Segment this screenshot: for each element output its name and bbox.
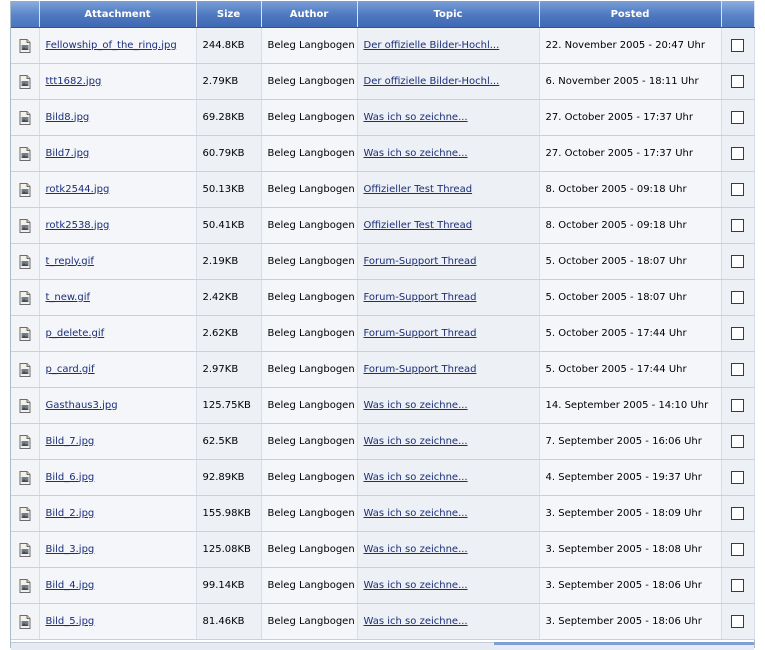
size-cell: 2.19KB: [196, 244, 261, 280]
header-attachment[interactable]: Attachment: [39, 1, 196, 28]
row-checkbox[interactable]: [731, 183, 744, 196]
attachment-cell: [39, 136, 196, 172]
table-row: [11, 604, 754, 640]
attachment-cell: [39, 208, 196, 244]
attachment-file-icon: [19, 255, 31, 269]
table-row: [11, 496, 754, 532]
size-cell: 2.79KB: [196, 64, 261, 100]
posted-cell: 6. November 2005 - 18:11 Uhr: [539, 64, 721, 100]
select-cell: [721, 244, 754, 280]
select-cell: [721, 388, 754, 424]
posted-cell: 3. September 2005 - 18:06 Uhr: [539, 568, 721, 604]
topic-link[interactable]: Forum-Support Thread: [363, 255, 477, 267]
topic-cell: [357, 532, 539, 568]
topic-cell: [357, 136, 539, 172]
attachment-file-icon: [19, 471, 31, 485]
size-cell: 125.08KB: [196, 532, 261, 568]
author-cell: Beleg Langbogen: [261, 604, 357, 640]
select-cell: [721, 424, 754, 460]
topic-link[interactable]: Was ich so zeichne...: [363, 471, 468, 483]
attachment-file-icon: [19, 543, 31, 557]
row-icon-cell: [11, 208, 39, 244]
table-row: [11, 136, 754, 172]
size-cell: 50.13KB: [196, 172, 261, 208]
size-cell: 50.41KB: [196, 208, 261, 244]
table-row: [11, 244, 754, 280]
row-checkbox[interactable]: [731, 39, 744, 52]
select-cell: [721, 208, 754, 244]
table-row: [11, 172, 754, 208]
select-cell: [721, 532, 754, 568]
table-row: [11, 352, 754, 388]
attachment-link[interactable]: Bild_5.jpg: [45, 615, 95, 627]
table-row: [11, 388, 754, 424]
attachment-link[interactable]: rotk2538.jpg: [45, 219, 110, 231]
attachment-link[interactable]: Bild8.jpg: [45, 111, 90, 123]
topic-link[interactable]: Was ich so zeichne...: [363, 579, 468, 591]
posted-cell: 27. October 2005 - 17:37 Uhr: [539, 136, 721, 172]
size-cell: 244.8KB: [196, 28, 261, 64]
row-icon-cell: [11, 100, 39, 136]
table-row: [11, 28, 754, 64]
attachment-cell: [39, 568, 196, 604]
posted-cell: 3. September 2005 - 18:09 Uhr: [539, 496, 721, 532]
row-checkbox[interactable]: [731, 471, 744, 484]
topic-link[interactable]: Forum-Support Thread: [363, 327, 477, 339]
topic-cell: [357, 100, 539, 136]
select-cell: [721, 64, 754, 100]
select-cell: [721, 172, 754, 208]
topic-cell: [357, 280, 539, 316]
table-row: [11, 280, 754, 316]
table-row: [11, 64, 754, 100]
posted-cell: 3. September 2005 - 18:06 Uhr: [539, 604, 721, 640]
attachment-file-icon: [19, 363, 31, 377]
posted-cell: 8. October 2005 - 09:18 Uhr: [539, 172, 721, 208]
row-checkbox[interactable]: [731, 579, 744, 592]
row-checkbox[interactable]: [731, 327, 744, 340]
topic-link[interactable]: Was ich so zeichne...: [363, 399, 468, 411]
attachment-cell: [39, 532, 196, 568]
topic-link[interactable]: Was ich so zeichne...: [363, 507, 468, 519]
author-cell: Beleg Langbogen: [261, 136, 357, 172]
author-cell: Beleg Langbogen: [261, 100, 357, 136]
row-icon-cell: [11, 424, 39, 460]
select-cell: [721, 136, 754, 172]
posted-cell: 5. October 2005 - 17:44 Uhr: [539, 352, 721, 388]
topic-cell: [357, 244, 539, 280]
author-cell: Beleg Langbogen: [261, 244, 357, 280]
select-cell: [721, 460, 754, 496]
topic-link[interactable]: Was ich so zeichne...: [363, 543, 468, 555]
table-header-row: [11, 1, 754, 28]
attachment-link[interactable]: Bild_3.jpg: [45, 543, 95, 555]
attachment-cell: [39, 64, 196, 100]
attachment-link[interactable]: p_delete.gif: [45, 327, 105, 339]
topic-link[interactable]: Was ich so zeichne...: [363, 111, 468, 123]
attachment-file-icon: [19, 219, 31, 233]
posted-cell: 14. September 2005 - 14:10 Uhr: [539, 388, 721, 424]
row-icon-cell: [11, 280, 39, 316]
table-footer-bar: [11, 642, 754, 650]
table-row: [11, 532, 754, 568]
select-cell: [721, 568, 754, 604]
row-checkbox[interactable]: [731, 75, 744, 88]
attachment-link[interactable]: Bild_4.jpg: [45, 579, 95, 591]
attachment-file-icon: [19, 399, 31, 413]
topic-cell: [357, 424, 539, 460]
size-cell: 99.14KB: [196, 568, 261, 604]
author-cell: Beleg Langbogen: [261, 424, 357, 460]
attachment-link[interactable]: Fellowship_of_the_ring.jpg: [45, 39, 177, 51]
attachment-file-icon: [19, 615, 31, 629]
attachment-cell: [39, 424, 196, 460]
row-checkbox[interactable]: [731, 399, 744, 412]
row-checkbox[interactable]: [731, 147, 744, 160]
author-cell: Beleg Langbogen: [261, 316, 357, 352]
posted-cell: 27. October 2005 - 17:37 Uhr: [539, 100, 721, 136]
row-icon-cell: [11, 460, 39, 496]
attachment-file-icon: [19, 183, 31, 197]
posted-cell: 5. October 2005 - 18:07 Uhr: [539, 244, 721, 280]
attachment-file-icon: [19, 435, 31, 449]
attachment-cell: [39, 280, 196, 316]
size-cell: 2.62KB: [196, 316, 261, 352]
row-checkbox[interactable]: [731, 255, 744, 268]
row-icon-cell: [11, 604, 39, 640]
size-cell: 81.46KB: [196, 604, 261, 640]
topic-cell: [357, 316, 539, 352]
attachment-link[interactable]: ttt1682.jpg: [45, 75, 102, 87]
row-icon-cell: [11, 496, 39, 532]
select-cell: [721, 280, 754, 316]
row-checkbox[interactable]: [731, 615, 744, 628]
size-cell: 125.75KB: [196, 388, 261, 424]
author-cell: Beleg Langbogen: [261, 388, 357, 424]
attachment-file-icon: [19, 579, 31, 593]
attachment-cell: [39, 352, 196, 388]
topic-cell: [357, 568, 539, 604]
row-icon-cell: [11, 28, 39, 64]
footer-accent: [494, 642, 754, 645]
topic-link[interactable]: Der offizielle Bilder-Hochl...: [363, 75, 500, 87]
row-icon-cell: [11, 352, 39, 388]
author-cell: Beleg Langbogen: [261, 280, 357, 316]
topic-link[interactable]: Was ich so zeichne...: [363, 435, 468, 447]
attachments-table: [11, 1, 755, 640]
attachments-table-frame: [10, 1, 755, 648]
attachment-cell: [39, 460, 196, 496]
attachment-file-icon: [19, 147, 31, 161]
attachment-link[interactable]: t_new.gif: [45, 291, 90, 303]
attachment-cell: [39, 604, 196, 640]
author-cell: Beleg Langbogen: [261, 352, 357, 388]
topic-cell: [357, 604, 539, 640]
attachment-link[interactable]: Gasthaus3.jpg: [45, 399, 118, 411]
author-cell: Beleg Langbogen: [261, 28, 357, 64]
table-row: [11, 208, 754, 244]
row-icon-cell: [11, 316, 39, 352]
row-checkbox[interactable]: [731, 363, 744, 376]
topic-cell: [357, 28, 539, 64]
table-row: [11, 100, 754, 136]
posted-cell: 22. November 2005 - 20:47 Uhr: [539, 28, 721, 64]
row-checkbox[interactable]: [731, 111, 744, 124]
table-row: [11, 568, 754, 604]
topic-link[interactable]: Der offizielle Bilder-Hochl...: [363, 39, 500, 51]
table-row: [11, 424, 754, 460]
row-icon-cell: [11, 388, 39, 424]
attachment-link[interactable]: Bild_2.jpg: [45, 507, 95, 519]
topic-cell: [357, 460, 539, 496]
size-cell: 69.28KB: [196, 100, 261, 136]
topic-link[interactable]: Offizieller Test Thread: [363, 183, 473, 195]
attachment-cell: [39, 316, 196, 352]
attachment-cell: [39, 172, 196, 208]
header-author[interactable]: Author: [261, 1, 357, 28]
table-row: [11, 316, 754, 352]
row-icon-cell: [11, 172, 39, 208]
row-icon-cell: [11, 532, 39, 568]
author-cell: Beleg Langbogen: [261, 172, 357, 208]
topic-link[interactable]: Forum-Support Thread: [363, 363, 477, 375]
select-cell: [721, 28, 754, 64]
row-checkbox[interactable]: [731, 543, 744, 556]
author-cell: Beleg Langbogen: [261, 496, 357, 532]
topic-cell: [357, 352, 539, 388]
attachment-link[interactable]: Bild_6.jpg: [45, 471, 95, 483]
attachment-file-icon: [19, 111, 31, 125]
posted-cell: 7. September 2005 - 16:06 Uhr: [539, 424, 721, 460]
attachment-file-icon: [19, 291, 31, 305]
posted-cell: 8. October 2005 - 09:18 Uhr: [539, 208, 721, 244]
table-row: [11, 460, 754, 496]
row-checkbox[interactable]: [731, 507, 744, 520]
topic-link[interactable]: Offizieller Test Thread: [363, 219, 473, 231]
select-cell: [721, 496, 754, 532]
author-cell: Beleg Langbogen: [261, 64, 357, 100]
size-cell: 2.42KB: [196, 280, 261, 316]
attachment-file-icon: [19, 327, 31, 341]
attachment-link[interactable]: t_reply.gif: [45, 255, 94, 267]
topic-cell: [357, 388, 539, 424]
size-cell: 92.89KB: [196, 460, 261, 496]
header-size[interactable]: Size: [196, 1, 261, 28]
size-cell: 60.79KB: [196, 136, 261, 172]
size-cell: 62.5KB: [196, 424, 261, 460]
attachment-cell: [39, 388, 196, 424]
header-icon-cell: [11, 1, 39, 28]
row-checkbox[interactable]: [731, 219, 744, 232]
topic-link[interactable]: Was ich so zeichne...: [363, 147, 468, 159]
author-cell: Beleg Langbogen: [261, 532, 357, 568]
attachment-link[interactable]: p_card.gif: [45, 363, 95, 375]
attachment-cell: [39, 100, 196, 136]
attachment-file-icon: [19, 507, 31, 521]
author-cell: Beleg Langbogen: [261, 460, 357, 496]
header-select-cell: [721, 1, 754, 28]
topic-cell: [357, 496, 539, 532]
select-cell: [721, 604, 754, 640]
topic-link[interactable]: Was ich so zeichne...: [363, 615, 468, 627]
select-cell: [721, 100, 754, 136]
topic-cell: [357, 64, 539, 100]
posted-cell: 3. September 2005 - 18:08 Uhr: [539, 532, 721, 568]
posted-cell: 4. September 2005 - 19:37 Uhr: [539, 460, 721, 496]
topic-link[interactable]: Forum-Support Thread: [363, 291, 477, 303]
author-cell: Beleg Langbogen: [261, 208, 357, 244]
size-cell: 155.98KB: [196, 496, 261, 532]
posted-cell: 5. October 2005 - 18:07 Uhr: [539, 280, 721, 316]
row-checkbox[interactable]: [731, 435, 744, 448]
row-icon-cell: [11, 64, 39, 100]
size-cell: 2.97KB: [196, 352, 261, 388]
row-checkbox[interactable]: [731, 291, 744, 304]
topic-cell: [357, 208, 539, 244]
select-cell: [721, 316, 754, 352]
topic-cell: [357, 172, 539, 208]
header-topic[interactable]: Topic: [357, 1, 539, 28]
attachment-cell: [39, 244, 196, 280]
posted-cell: 5. October 2005 - 17:44 Uhr: [539, 316, 721, 352]
attachment-cell: [39, 28, 196, 64]
attachment-file-icon: [19, 75, 31, 89]
select-cell: [721, 352, 754, 388]
author-cell: Beleg Langbogen: [261, 568, 357, 604]
attachment-cell: [39, 496, 196, 532]
attachment-link[interactable]: Bild_7.jpg: [45, 435, 95, 447]
attachment-link[interactable]: Bild7.jpg: [45, 147, 90, 159]
row-icon-cell: [11, 136, 39, 172]
attachment-file-icon: [19, 39, 31, 53]
row-icon-cell: [11, 244, 39, 280]
header-posted[interactable]: Posted: [539, 1, 721, 28]
attachment-link[interactable]: rotk2544.jpg: [45, 183, 110, 195]
row-icon-cell: [11, 568, 39, 604]
